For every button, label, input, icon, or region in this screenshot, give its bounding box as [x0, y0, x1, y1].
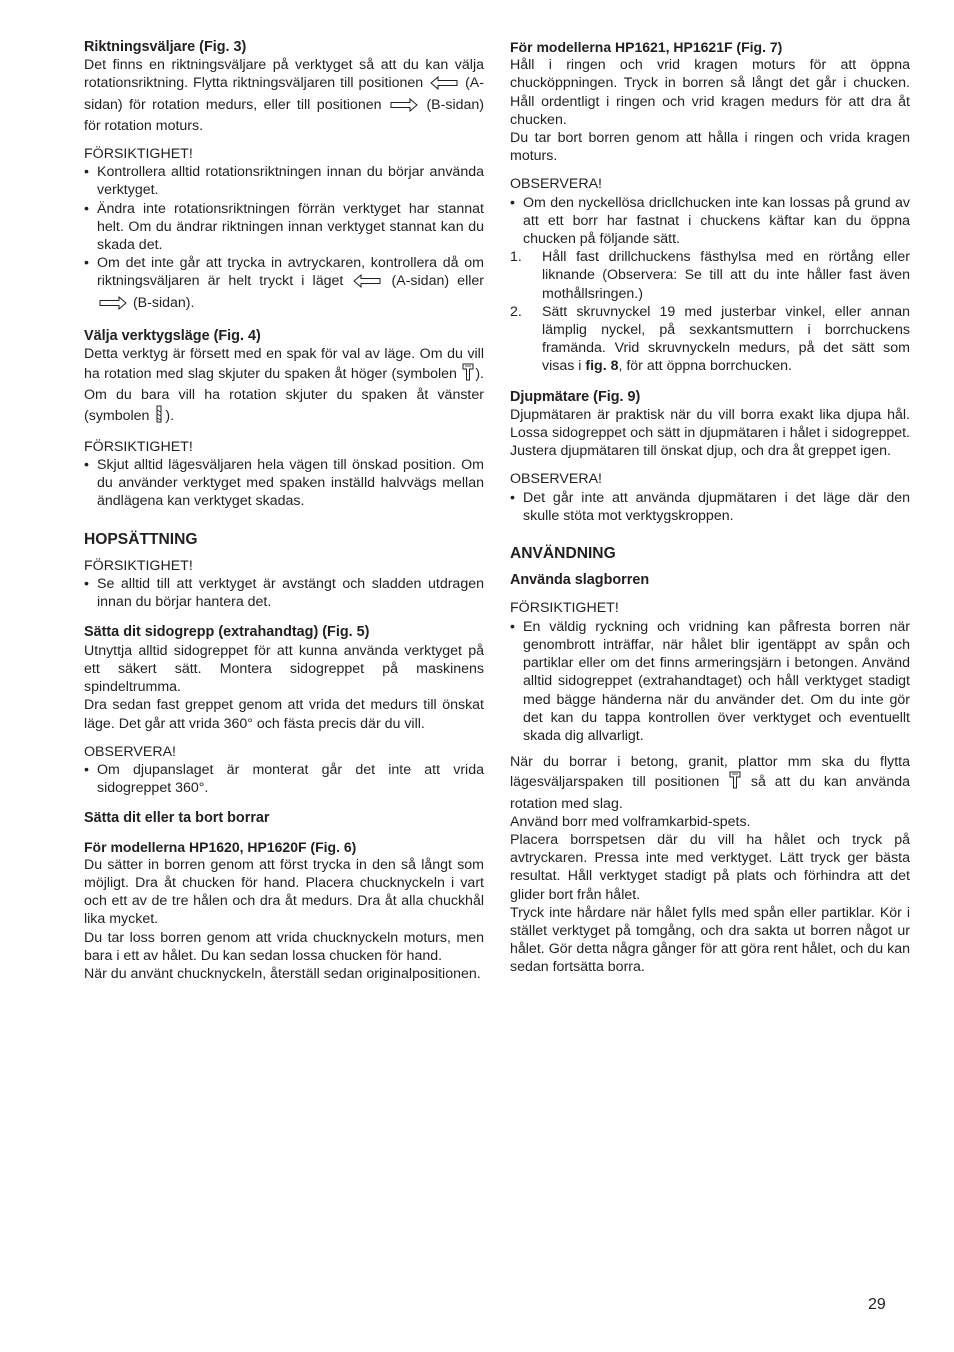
- paragraph: [84, 965, 484, 983]
- text-run: (A-sidan) eller: [383, 273, 484, 290]
- section-heading: [510, 571, 910, 589]
- paragraph: [84, 856, 484, 929]
- text-run: ANVÄNDNING: [510, 545, 616, 563]
- figure-reference: fig. 8: [585, 358, 619, 375]
- text-run: Se alltid till att verktyget är avstängt och sladden utdragen innan du börjar hantera det.: [97, 576, 484, 611]
- list-item: [84, 761, 484, 797]
- text-run: Det finns en riktningsväljare på verktyget så att du kan välja rotationsriktning. Flytta riktningsväljaren till positionen: [84, 57, 484, 92]
- list-item: [84, 200, 484, 255]
- text-run: Sätta dit eller ta bort borrar: [84, 810, 270, 827]
- paragraph: [84, 929, 484, 965]
- text-run: OBSERVERA!: [510, 471, 602, 488]
- list-item: [84, 163, 484, 199]
- paragraph: [510, 831, 910, 904]
- page-number: 29: [868, 1296, 886, 1313]
- text-run: Ändra inte rotationsriktningen förrän verktyget har stannat helt. Om du ändrar riktningen innan verktyget stannat kan du skada det.: [97, 200, 484, 254]
- text-run: Sätta dit sidogrepp (extrahandtag) (Fig. 5): [84, 624, 370, 641]
- arrow-left-icon: [429, 76, 459, 95]
- text-run: Dra sedan fast greppet genom att vrida det medurs till önskat läge. Det går att vrida 360° och fästa precis där du vill.: [84, 697, 484, 732]
- paragraph: [510, 753, 910, 813]
- text-run: Placera borrspetsen där du vill ha hålet och tryck på avtryckaren. Pressa inte med verktyget. Lätt tryck ger bästa resultat. Håll verktyget stadigt på plats och förhindra att det glider bort från hålet.: [510, 831, 910, 903]
- numbered-item: [510, 303, 910, 376]
- list-item: [84, 254, 484, 315]
- text-run: Om djupanslaget är monterat går det inte att vrida sidogreppet 360°.: [97, 761, 484, 797]
- bullet-marker: •: [510, 194, 515, 211]
- text-run: Det går inte att använda djupmätaren i det läge där den skulle stöta mot verktygskroppen.: [523, 489, 910, 524]
- text-run: FÖRSIKTIGHET!: [84, 146, 193, 163]
- hammer-icon: [729, 771, 741, 794]
- bullet-marker: •: [84, 761, 89, 778]
- chapter-heading: [510, 545, 910, 563]
- item-number: 2.: [510, 303, 522, 320]
- text-run: Djupmätare (Fig. 9): [510, 388, 641, 405]
- text-run: Djupmätaren är praktisk när du vill borra exakt lika djupa hål. Lossa sidogreppet och sätt in djupmätaren i hålet i sidogreppet. Justera djupmätaren till önskat djup, och dra åt greppet igen.: [510, 406, 910, 460]
- paragraph: [510, 813, 910, 831]
- text-run: För modellerna HP1620, HP1620F (Fig. 6): [84, 838, 357, 855]
- text-run: (B-sidan).: [129, 294, 195, 311]
- subsection-heading: [84, 838, 484, 856]
- arrow-left-icon: [352, 274, 382, 293]
- text-run: Använda slagborren: [510, 572, 650, 589]
- hammer-icon: [462, 363, 474, 386]
- bullet-marker: •: [84, 164, 89, 181]
- drill-icon: [154, 405, 164, 428]
- section-heading: [84, 809, 484, 827]
- text-run: Kontrollera alltid rotationsriktningen innan du börjar använda verktyget.: [97, 164, 484, 199]
- text-run: Riktningsväljare (Fig. 3): [84, 39, 247, 55]
- list-item: [510, 194, 910, 249]
- paragraph: [510, 904, 910, 977]
- text-run: , för att öppna borrchucken.: [618, 358, 792, 375]
- list-item: [510, 618, 910, 745]
- left-column: [84, 38, 484, 983]
- right-column: [510, 38, 910, 977]
- text-run: Du sätter in borren genom att först trycka in den så långt som möjligt. Dra åt chucken för hand. Placera chucknyckeln i vart och ett av de tre hålen och dra åt medurs. Dra åt alla chuckhål lika mycket.: [84, 856, 484, 928]
- notice-label: [510, 599, 910, 617]
- list-item: [84, 456, 484, 511]
- text-run: FÖRSIKTIGHET!: [84, 557, 193, 574]
- text-run: FÖRSIKTIGHET!: [84, 438, 193, 455]
- paragraph: [84, 56, 484, 135]
- bullet-marker: •: [84, 576, 89, 593]
- paragraph: [510, 56, 910, 129]
- text-run: FÖRSIKTIGHET!: [510, 600, 619, 617]
- text-run: ).: [165, 407, 175, 424]
- paragraph: [84, 345, 484, 428]
- item-number: 1.: [510, 249, 522, 266]
- list-item: [510, 489, 910, 525]
- paragraph: [84, 642, 484, 697]
- notice-label: [84, 743, 484, 761]
- section-heading: [84, 623, 484, 641]
- arrow-right-icon: [98, 296, 128, 315]
- text-run: En väldig ryckning och vridning kan påfresta borren när genombrott inträffar, när hålet blir igentäppt av spån och partiklar eller om det finns armeringsjärn i betongen. Använd alltid sidogreppet (extrahandtaget) och håll verktyget stadigt med bägge händerna när du använder det. Om du inte gör det kan du tappa kontrollen över verktyget och eventuellt skada dig allvarligt.: [523, 618, 910, 744]
- notice-label: [84, 438, 484, 456]
- text-run: OBSERVERA!: [510, 176, 602, 193]
- text-run: OBSERVERA!: [84, 743, 176, 760]
- text-run: ). Om du bara vill ha rotation skjuter du spaken åt vänster (symbolen: [84, 366, 484, 424]
- text-run: Välja verktygsläge (Fig. 4): [84, 327, 261, 344]
- text-run: När du använt chucknyckeln, återställ sedan originalpositionen.: [84, 965, 481, 982]
- section-heading: [84, 38, 484, 56]
- text-run: Om det inte går att trycka in avtryckaren, kontrollera då om riktningsväljaren är helt tryckt i läget: [97, 255, 484, 290]
- text-run: När du borrar i betong, granit, plattor mm ska du flytta lägesväljarspaken till positionen: [510, 754, 910, 791]
- text-run: Om den nyckellösa dricllchucken inte kan lossas på grund av att ett borr har fastnat i chuckens käftar kan du öppna chucken på följande sätt.: [523, 194, 910, 248]
- section-heading: [510, 388, 910, 406]
- text-run: Du tar bort borren genom att hålla i ringen och vrida kragen moturs.: [510, 130, 910, 165]
- paragraph: [510, 406, 910, 461]
- text-run: Du tar loss borren genom att vrida chucknyckeln moturs, men bara i ett av hålet. Du kan sedan lossa chucken för hand.: [84, 929, 484, 964]
- arrow-right-icon: [389, 98, 419, 117]
- text-run: Håll fast drillchuckens fästhylsa med en rörtång eller liknande (Observera: Se till att du inte håller fast även mothållsringen.): [542, 249, 910, 302]
- chapter-heading: [84, 531, 484, 549]
- notice-label: [510, 470, 910, 488]
- text-run: Utnyttja alltid sidogreppet för att kunna använda verktyget på ett säkert sätt. Montera sidogreppet på maskinens spindeltrumma.: [84, 642, 484, 696]
- paragraph: [84, 696, 484, 732]
- notice-label: [510, 175, 910, 193]
- text-run: Tryck inte hårdare när hålet fylls med spån eller partiklar. Kör i stället verktyget på tomgång, och dra sakta ut borren något ur hålet. Gör detta några gånger för att göra rent hålet, och du kan sedan fortsätta borra.: [510, 904, 910, 976]
- bullet-marker: •: [510, 489, 515, 506]
- text-run: Sätt skruvnyckel 19 med justerbar vinkel, eller annan lämplig nyckel, på sexkantsmuttern i borrchuckens framända. Vrid skruvnyckeln medurs, på det sätt som visas i: [542, 303, 910, 375]
- text-run: Skjut alltid lägesväljaren hela vägen till önskad position. Om du använder verktyget med spaken inställd halvvägs mellan ändlägena kan verktyget skadas.: [97, 457, 484, 510]
- text-run: (B-sidan) för rotation moturs.: [84, 96, 484, 134]
- subsection-heading: [510, 38, 910, 56]
- bullet-marker: •: [84, 255, 89, 272]
- text-run: För modellerna HP1621, HP1621F (Fig. 7): [510, 39, 783, 55]
- bullet-marker: •: [84, 457, 89, 474]
- notice-label: [84, 557, 484, 575]
- text-run: HOPSÄTTNING: [84, 530, 198, 548]
- text-run: så att du kan använda rotation med slag.: [510, 774, 910, 812]
- bullet-marker: •: [510, 618, 515, 635]
- numbered-item: [510, 248, 910, 303]
- section-heading: [84, 327, 484, 345]
- bullet-marker: •: [84, 200, 89, 217]
- notice-label: [84, 145, 484, 163]
- paragraph: [510, 129, 910, 165]
- text-run: Håll i ringen och vrid kragen moturs för att öppna chucköppningen. Tryck in borren så långt det går i chucken. Håll ordentligt i ringen och vrid kragen medurs för att dra åt chucken.: [510, 57, 910, 128]
- list-item: [84, 575, 484, 611]
- text-run: Detta verktyg är försett med en spak för val av läge. Om du vill ha rotation med slag skjuter du spaken åt höger (symbolen: [84, 346, 484, 383]
- text-run: Använd borr med volframkarbid-spets.: [510, 813, 751, 830]
- text-run: (A-sidan) för rotation medurs, eller till positionen: [84, 75, 484, 113]
